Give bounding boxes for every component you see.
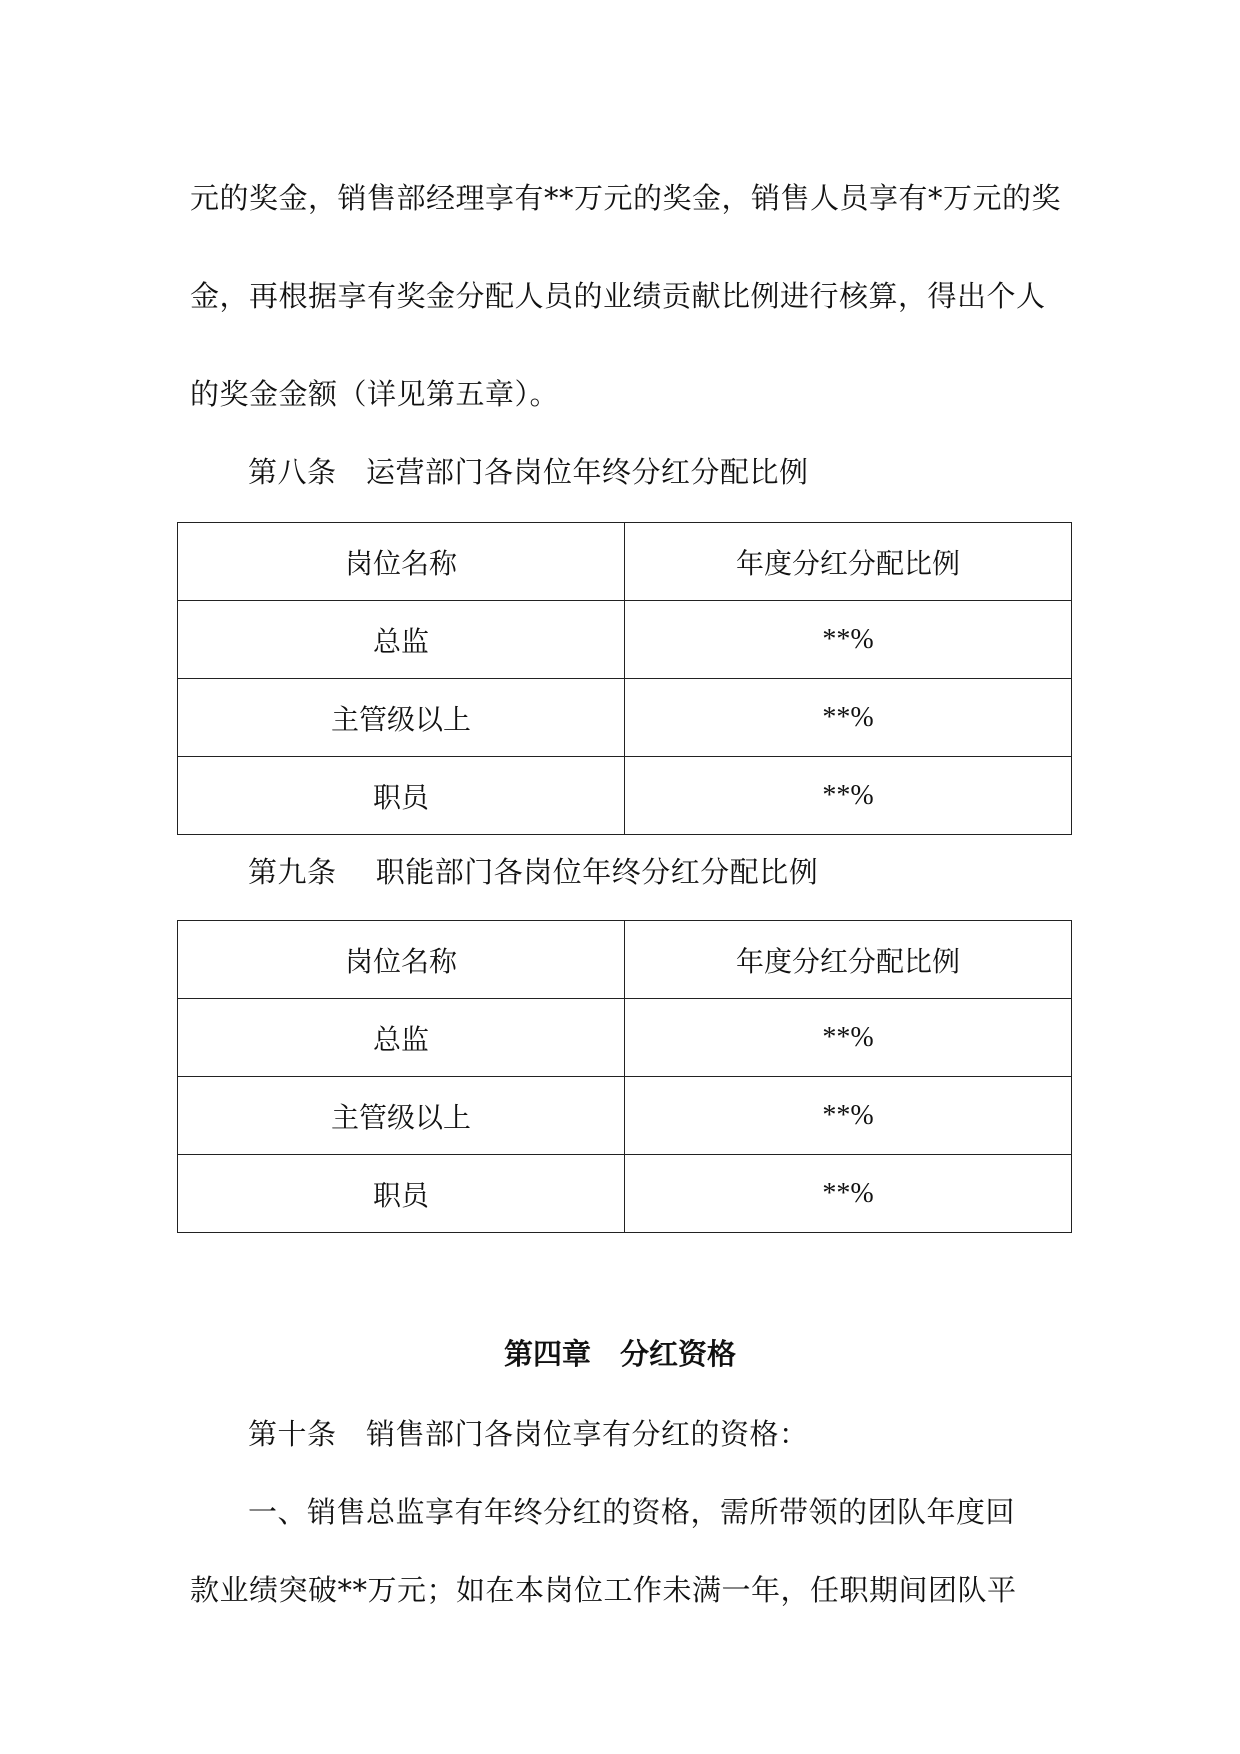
item-1-line-1: 一、销售总监享有年终分红的资格，需所带领的团队年度回	[248, 1495, 1016, 1529]
article-10-title: 第十条 销售部门各岗位享有分红的资格：	[248, 1417, 809, 1451]
position-cell: 主管级以上	[178, 679, 625, 757]
article-9-table	[177, 920, 1072, 1233]
article-8-table	[177, 522, 1072, 835]
column-header-ratio: 年度分红分配比例	[625, 523, 1072, 601]
column-header-position: 岗位名称	[178, 523, 625, 601]
position-cell: 主管级以上	[178, 1077, 625, 1155]
position-cell: 总监	[178, 601, 625, 679]
item-1-line-2: 款业绩突破**万元；如在本岗位工作未满一年，任职期间团队平	[190, 1573, 1017, 1607]
ratio-cell: **%	[625, 679, 1072, 757]
position-cell: 职员	[178, 1155, 625, 1233]
paragraph-line-2: 金，再根据享有奖金分配人员的业绩贡献比例进行核算，得出个人	[190, 279, 1046, 313]
column-header-ratio: 年度分红分配比例	[625, 921, 1072, 999]
table-row	[178, 601, 1072, 679]
table-row	[178, 757, 1072, 835]
column-header-position: 岗位名称	[178, 921, 625, 999]
table-row	[178, 999, 1072, 1077]
table-row	[178, 679, 1072, 757]
ratio-cell: **%	[625, 999, 1072, 1077]
article-8-title: 第八条 运营部门各岗位年终分红分配比例	[248, 455, 809, 489]
table-row	[178, 1155, 1072, 1233]
ratio-cell: **%	[625, 757, 1072, 835]
table-row	[178, 1077, 1072, 1155]
ratio-cell: **%	[625, 1155, 1072, 1233]
table-header-row	[178, 921, 1072, 999]
table-header-row	[178, 523, 1072, 601]
paragraph-line-3: 的奖金金额（详见第五章）。	[190, 377, 560, 411]
position-cell: 总监	[178, 999, 625, 1077]
ratio-cell: **%	[625, 601, 1072, 679]
ratio-cell: **%	[625, 1077, 1072, 1155]
chapter-4-heading: 第四章 分红资格	[503, 1337, 736, 1371]
paragraph-line-1: 元的奖金，销售部经理享有**万元的奖金，销售人员享有*万元的奖	[190, 181, 1062, 215]
article-9-title: 第九条 职能部门各岗位年终分红分配比例	[248, 855, 819, 889]
position-cell: 职员	[178, 757, 625, 835]
